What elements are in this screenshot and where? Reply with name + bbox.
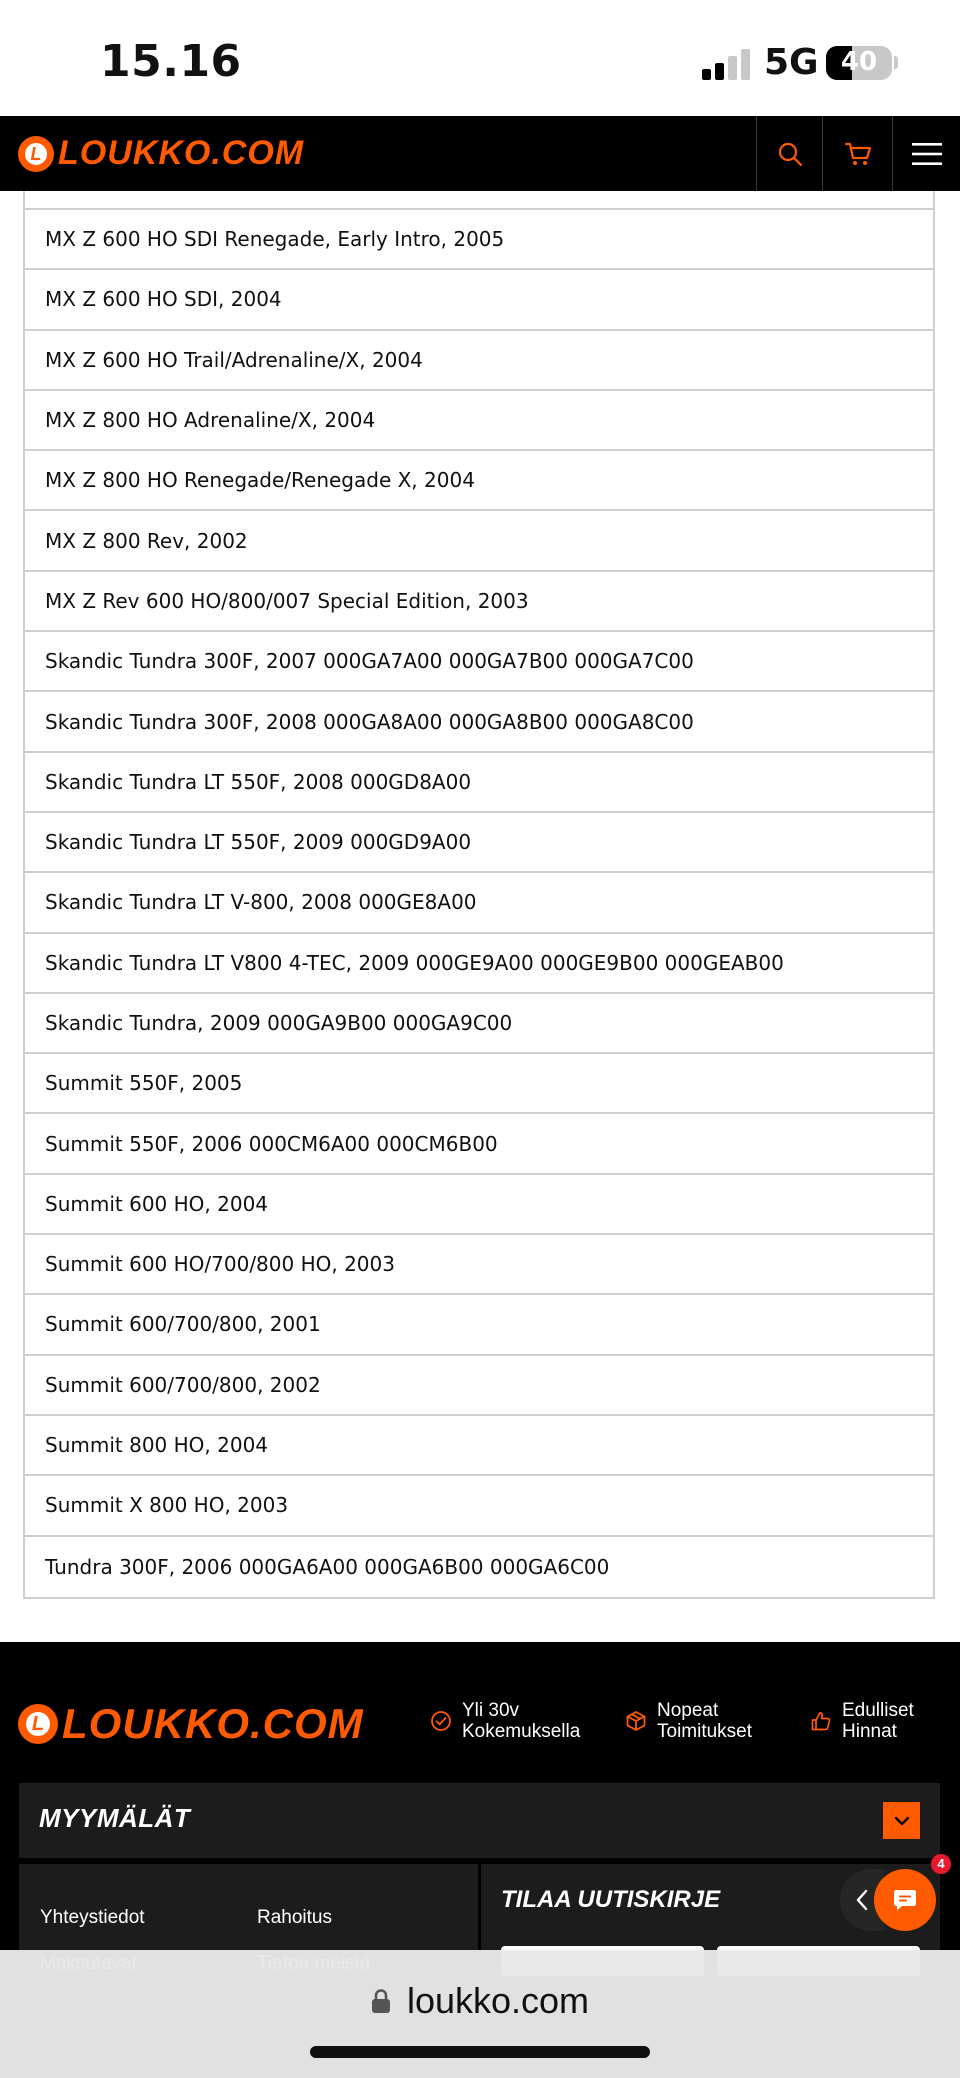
cart-button[interactable] <box>822 116 892 191</box>
logo-text: LOUKKO.COM <box>58 134 305 172</box>
thumbs-up-icon <box>810 1710 832 1732</box>
chevron-left-icon <box>855 1889 869 1911</box>
list-item: Summit 550F, 2005 <box>25 1054 933 1114</box>
list-item: Summit 550F, 2006 000CM6A00 000CM6B00 <box>25 1114 933 1174</box>
list-item: Summit 600 HO/700/800 HO, 2003 <box>25 1235 933 1295</box>
lock-icon <box>371 1988 391 2014</box>
list-item: Skandic Tundra LT 550F, 2009 000GD9A00 <box>25 813 933 873</box>
stores-accordion[interactable] <box>19 1783 940 1858</box>
feature-prices <box>810 1700 914 1742</box>
browser-address-bar[interactable] <box>0 1950 960 2078</box>
stores-toggle-button[interactable] <box>883 1802 920 1839</box>
list-item: Summit 600/700/800, 2001 <box>25 1295 933 1355</box>
feature-line-1: Yli 30v <box>462 1700 520 1721</box>
url-text[interactable]: loukko.com <box>406 1980 590 2021</box>
list-item: MX Z Rev 600 HO/800/007 Special Edition, 2003 <box>25 572 933 632</box>
network-type: 5G <box>764 42 819 83</box>
stores-title: MYYMÄLÄT <box>39 1803 191 1833</box>
feature-line-2: Kokemuksella <box>462 1721 581 1742</box>
battery-level: 40 <box>840 47 878 77</box>
list-item: Skandic Tundra, 2009 000GA9B00 000GA9C00 <box>25 994 933 1054</box>
list-item: Skandic Tundra LT V-800, 2008 000GE8A00 <box>25 873 933 933</box>
list-item: Skandic Tundra LT 550F, 2008 000GD8A00 <box>25 753 933 813</box>
list-item: Summit 600 HO, 2004 <box>25 1175 933 1235</box>
status-bar <box>0 0 960 116</box>
feature-experience <box>430 1700 580 1742</box>
logo-mark-icon <box>18 136 54 172</box>
link-contact[interactable]: Yhteystiedot <box>40 1907 145 1928</box>
list-row-partial <box>25 191 933 210</box>
list-item: Skandic Tundra 300F, 2008 000GA8A00 000GA8B00 000GA8C00 <box>25 692 933 752</box>
logo-mark-icon <box>18 1704 58 1744</box>
list-item: MX Z 600 HO SDI Renegade, Early Intro, 2005 <box>25 210 933 270</box>
list-item: MX Z 800 Rev, 2002 <box>25 511 933 571</box>
link-financing[interactable]: Rahoitus <box>257 1907 332 1928</box>
footer-logo[interactable] <box>18 1700 364 1748</box>
list-item: MX Z 600 HO SDI, 2004 <box>25 270 933 330</box>
search-button[interactable] <box>756 116 822 191</box>
list-item: Skandic Tundra 300F, 2007 000GA7A00 000GA7B00 000GA7C00 <box>25 632 933 692</box>
search-icon <box>777 141 803 167</box>
feature-line-1: Edulliset <box>842 1700 914 1721</box>
feature-line-2: Toimitukset <box>657 1721 753 1742</box>
list-item: MX Z 800 HO Adrenaline/X, 2004 <box>25 391 933 451</box>
model-list <box>23 191 935 1599</box>
chat-bubble-icon <box>892 1887 918 1913</box>
home-indicator[interactable] <box>310 2046 650 2058</box>
site-header <box>0 116 960 191</box>
list-item: Tundra 300F, 2006 000GA6A00 000GA6B00 000GA6C00 <box>45 1554 610 1579</box>
menu-icon <box>912 142 942 166</box>
header-logo[interactable] <box>18 134 304 173</box>
newsletter-title: TILAA UUTISKIRJE <box>501 1886 721 1913</box>
menu-button[interactable] <box>892 116 960 191</box>
list-item: Skandic Tundra LT V800 4-TEC, 2009 000GE9A00 000GE9B00 000GEAB00 <box>25 934 933 994</box>
cart-icon <box>844 141 872 167</box>
cellular-signal-icon <box>702 48 750 80</box>
battery-cap <box>894 56 898 69</box>
battery-icon <box>826 46 892 80</box>
url-container[interactable] <box>0 1980 960 2022</box>
status-time: 15.16 <box>100 36 242 87</box>
feature-line-2: Hinnat <box>842 1721 897 1742</box>
feature-delivery <box>625 1700 752 1742</box>
package-icon <box>625 1710 647 1732</box>
list-item: Summit 800 HO, 2004 <box>25 1416 933 1476</box>
feature-line-1: Nopeat <box>657 1700 719 1721</box>
list-item: MX Z 600 HO Trail/Adrenaline/X, 2004 <box>25 331 933 391</box>
chat-notification-badge: 4 <box>931 1854 951 1874</box>
chat-button[interactable] <box>874 1869 936 1931</box>
check-circle-icon <box>430 1710 452 1732</box>
chevron-down-icon <box>894 1816 910 1826</box>
list-item: MX Z 800 HO Renegade/Renegade X, 2004 <box>25 451 933 511</box>
logo-text: LOUKKO.COM <box>62 1700 364 1747</box>
list-item: Summit 600/700/800, 2002 <box>25 1356 933 1416</box>
list-item: Summit X 800 HO, 2003 <box>25 1476 933 1536</box>
